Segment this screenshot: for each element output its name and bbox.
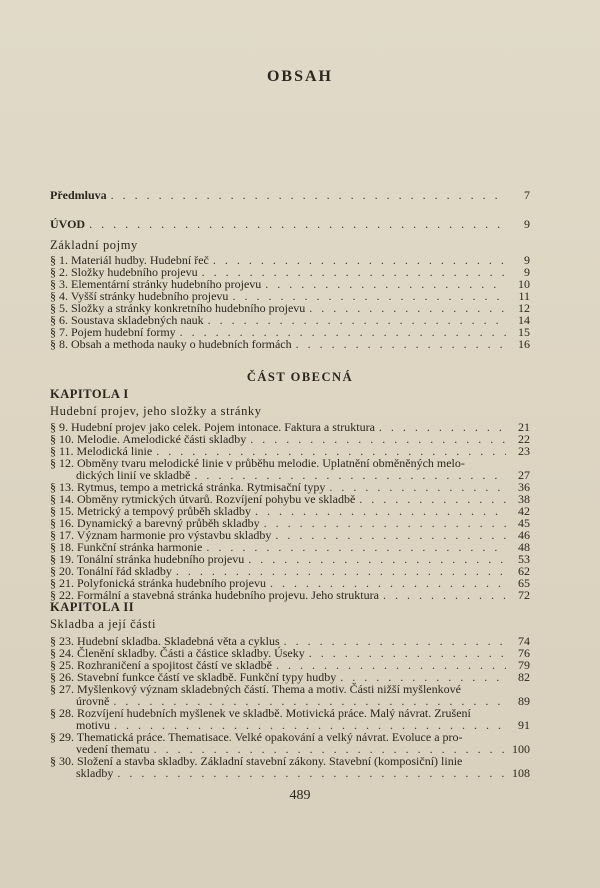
toc-label: § 10. Melodie. Amelodické části skladby — [50, 432, 247, 446]
toc-entry-predmluva[interactable] — [50, 188, 530, 202]
toc-label: § 4. Vyšší stránky hudebního projevu — [50, 289, 229, 303]
page-title: OBSAH — [266, 68, 333, 85]
toc-label: § 3. Elementární stránky hudebního projevu — [50, 277, 262, 291]
toc-page: 9 — [524, 265, 530, 279]
chapter-heading-1: Hudební projev, jeho složky a stránky — [50, 404, 262, 418]
toc-page: 7 — [524, 188, 530, 202]
toc-label: § 27. Myšlenkový význam skladebných částí. Thema a motiv. Části nižší myšlenkové — [50, 682, 461, 696]
toc-page: 82 — [518, 670, 530, 684]
toc-label: § 5. Složky a stránky konkretního hudebního projevu — [50, 301, 306, 315]
toc-label: § 6. Soustava skladebných nauk — [50, 313, 204, 327]
toc-page: 89 — [518, 694, 530, 708]
toc-label: § 2. Složky hudebního projevu — [50, 265, 198, 279]
toc-page: 76 — [518, 646, 530, 660]
toc-page: 72 — [518, 588, 530, 602]
toc-label: § 1. Materiál hudby. Hudební řeč — [50, 253, 209, 267]
chapter-label-1: KAPITOLA I — [50, 387, 129, 401]
toc-page: 9 — [524, 217, 530, 231]
toc-page: 21 — [518, 420, 530, 434]
toc-page: 27 — [518, 468, 530, 482]
toc-page: 62 — [518, 564, 530, 578]
toc-label: § 14. Obměny rytmických útvarů. Rozvíjení pohybu ve skladbě — [50, 492, 356, 506]
toc-page: 22 — [518, 432, 530, 446]
toc-page: 10 — [518, 277, 530, 291]
leader-dots — [117, 766, 506, 780]
toc-page: 65 — [518, 576, 530, 590]
toc-page: 108 — [512, 766, 530, 780]
toc-label: § 21. Polyfonická stránka hudebního projevu — [50, 576, 266, 590]
toc-label: § 17. Význam harmonie pro výstavbu skladby — [50, 528, 272, 542]
leader-dots — [111, 188, 506, 202]
toc-page: 45 — [518, 516, 530, 530]
toc-label-cont: skladby — [76, 766, 114, 780]
toc-entry-uvod[interactable] — [50, 217, 530, 231]
toc-page: 48 — [518, 540, 530, 554]
toc-label: § 11. Melodická linie — [50, 444, 153, 458]
toc-page: 14 — [518, 313, 530, 327]
toc-label: § 24. Členění skladby. Části a částice skladby. Úseky — [50, 646, 305, 660]
toc-label: § 26. Stavební funkce částí ve skladbě. Funkční typy hudby — [50, 670, 337, 684]
toc-label-cont: vedení thematu — [76, 742, 150, 756]
toc-label-cont: dických linií ve skladbě — [76, 468, 191, 482]
toc-label: § 16. Dynamický a barevný průběh skladby — [50, 516, 260, 530]
leader-dots — [296, 337, 506, 351]
toc-page: 42 — [518, 504, 530, 518]
toc-label: § 9. Hudební projev jako celek. Pojem intonace. Faktura a struktura — [50, 420, 375, 434]
toc-label-cont: úrovně — [76, 694, 110, 708]
toc-page: 9 — [524, 253, 530, 267]
toc-label: § 15. Metrický a tempový průběh skladby — [50, 504, 251, 518]
toc-label: ÚVOD — [50, 217, 86, 231]
toc-label-cont: motivu — [76, 718, 111, 732]
toc-label: § 23. Hudební skladba. Skladebná věta a cyklus — [50, 634, 280, 648]
toc-label: § 12. Obměny tvaru melodické linie v průběhu melodie. Uplatnění obměněných melo- — [50, 456, 465, 470]
part-heading: ČÁST OBECNÁ — [246, 370, 354, 384]
toc-page: 53 — [518, 552, 530, 566]
page-number: 489 — [289, 788, 311, 803]
toc-page: 15 — [518, 325, 530, 339]
toc-label: § 7. Pojem hudební formy — [50, 325, 176, 339]
leader-dots — [383, 588, 506, 602]
toc-page: 100 — [512, 742, 530, 756]
toc-page: 74 — [518, 634, 530, 648]
toc-label: § 8. Obsah a methoda nauky o hudebních formách — [50, 337, 292, 351]
toc-page: 16 — [518, 337, 530, 351]
toc-page: 91 — [518, 718, 530, 732]
toc-page: 23 — [518, 444, 530, 458]
toc-label: § 19. Tonální stránka hudebního projevu — [50, 552, 245, 566]
toc-label: § 30. Složení a stavba skladby. Základní stavební zákony. Stavební (komposiční) linie — [50, 754, 463, 768]
toc-label: § 20. Tonální řád skladby — [50, 564, 172, 578]
toc-label: § 29. Thematická práce. Thematisace. Velké opakování a velký návrat. Evoluce a pro- — [50, 730, 463, 744]
section-heading-zakladni-pojmy: Základní pojmy — [50, 238, 138, 252]
toc-label: § 28. Rozvíjení hudebních myšlenek ve skladbě. Motivická práce. Malý návrat. Zrušení — [50, 706, 471, 720]
toc-page: 38 — [518, 492, 530, 506]
toc-entry[interactable] — [50, 337, 530, 351]
toc-label: § 25. Rozhraničení a spojitost částí ve skladbě — [50, 658, 272, 672]
chapter-heading-2: Skladba a její části — [50, 617, 157, 631]
chapter-label-2: KAPITOLA II — [50, 600, 135, 614]
toc-label: § 22. Formální a stavebná stránka hudebního projevu. Jeho struktura — [50, 588, 379, 602]
toc-label: § 18. Funkční stránka harmonie — [50, 540, 203, 554]
leader-dots — [89, 217, 506, 231]
toc-page: 11 — [518, 289, 530, 303]
toc-page: 36 — [518, 480, 530, 494]
toc-label: § 13. Rytmus, tempo a metrická stránka. Rytmisační typy — [50, 480, 326, 494]
toc-label: Předmluva — [50, 188, 107, 202]
toc-entry-continuation[interactable] — [50, 766, 530, 780]
toc-page: 79 — [518, 658, 530, 672]
toc-page: 46 — [518, 528, 530, 542]
toc-page: 12 — [518, 301, 530, 315]
